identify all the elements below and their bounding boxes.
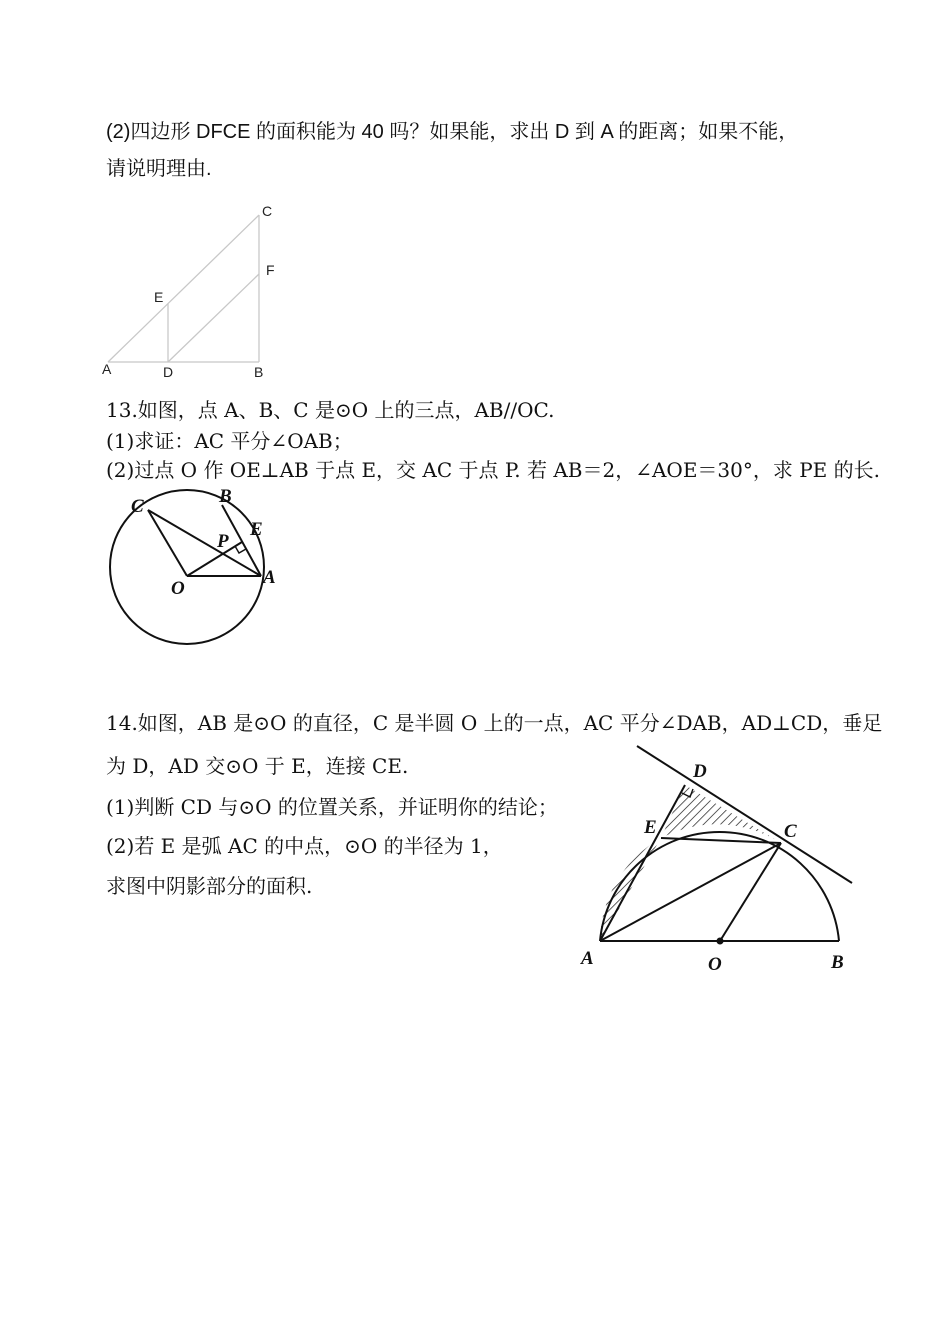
- center-point-O: [717, 938, 724, 945]
- label-B: B: [831, 952, 844, 973]
- label-D: D: [163, 364, 174, 380]
- label-C: C: [784, 821, 797, 842]
- shaded-region-EDC: [661, 785, 781, 843]
- problem-14-stem-line2: 为 D，AD 交⊙O 于 E，连接 CE.: [106, 754, 409, 778]
- label-O: O: [708, 954, 722, 975]
- label-E: E: [644, 817, 657, 838]
- problem-14-part3: 求图中阴影部分的面积.: [106, 874, 313, 898]
- problem-13-part1: (1)求证：AC 平分∠OAB；: [106, 429, 353, 453]
- problem-12-part2-line1: (2)四边形 DFCE 的面积能为 40 吗？如果能，求出 D 到 A 的距离；如果不能，: [106, 121, 799, 143]
- label-B: B: [254, 364, 264, 380]
- label-E: E: [250, 519, 263, 540]
- problem-14-part2: (2)若 E 是弧 AC 的中点，⊙O 的半径为 1，: [106, 834, 503, 858]
- label-C: C: [262, 203, 273, 219]
- label-P: P: [217, 531, 229, 552]
- problem-14-part1: (1)判断 CD 与⊙O 的位置关系，并证明你的结论；: [106, 795, 558, 819]
- label-D: D: [693, 761, 707, 782]
- segment-OC: [720, 843, 781, 941]
- label-C: C: [131, 496, 144, 517]
- problem-12-part2-line2: 请说明理由.: [106, 158, 212, 180]
- label-A: A: [581, 948, 594, 969]
- label-A: A: [263, 567, 276, 588]
- label-O: O: [171, 578, 185, 599]
- problem-14-stem-line1: 14.如图，AB 是⊙O 的直径，C 是半圆 O 上的一点，AC 平分∠DAB，AD⊥CD，垂足: [106, 711, 883, 735]
- problem-13-part2: (2)过点 O 作 OE⊥AB 于点 E，交 AC 于点 P. 若 AB＝2，∠AOE＝30°，求 PE 的长.: [106, 458, 880, 482]
- semicircle-arc: [600, 832, 839, 941]
- label-A: A: [102, 361, 112, 377]
- label-B: B: [219, 486, 232, 507]
- label-E: E: [154, 289, 164, 305]
- label-F: F: [266, 262, 275, 278]
- problem-13-stem: 13.如图，点 A、B、C 是⊙O 上的三点，AB//OC.: [106, 398, 555, 422]
